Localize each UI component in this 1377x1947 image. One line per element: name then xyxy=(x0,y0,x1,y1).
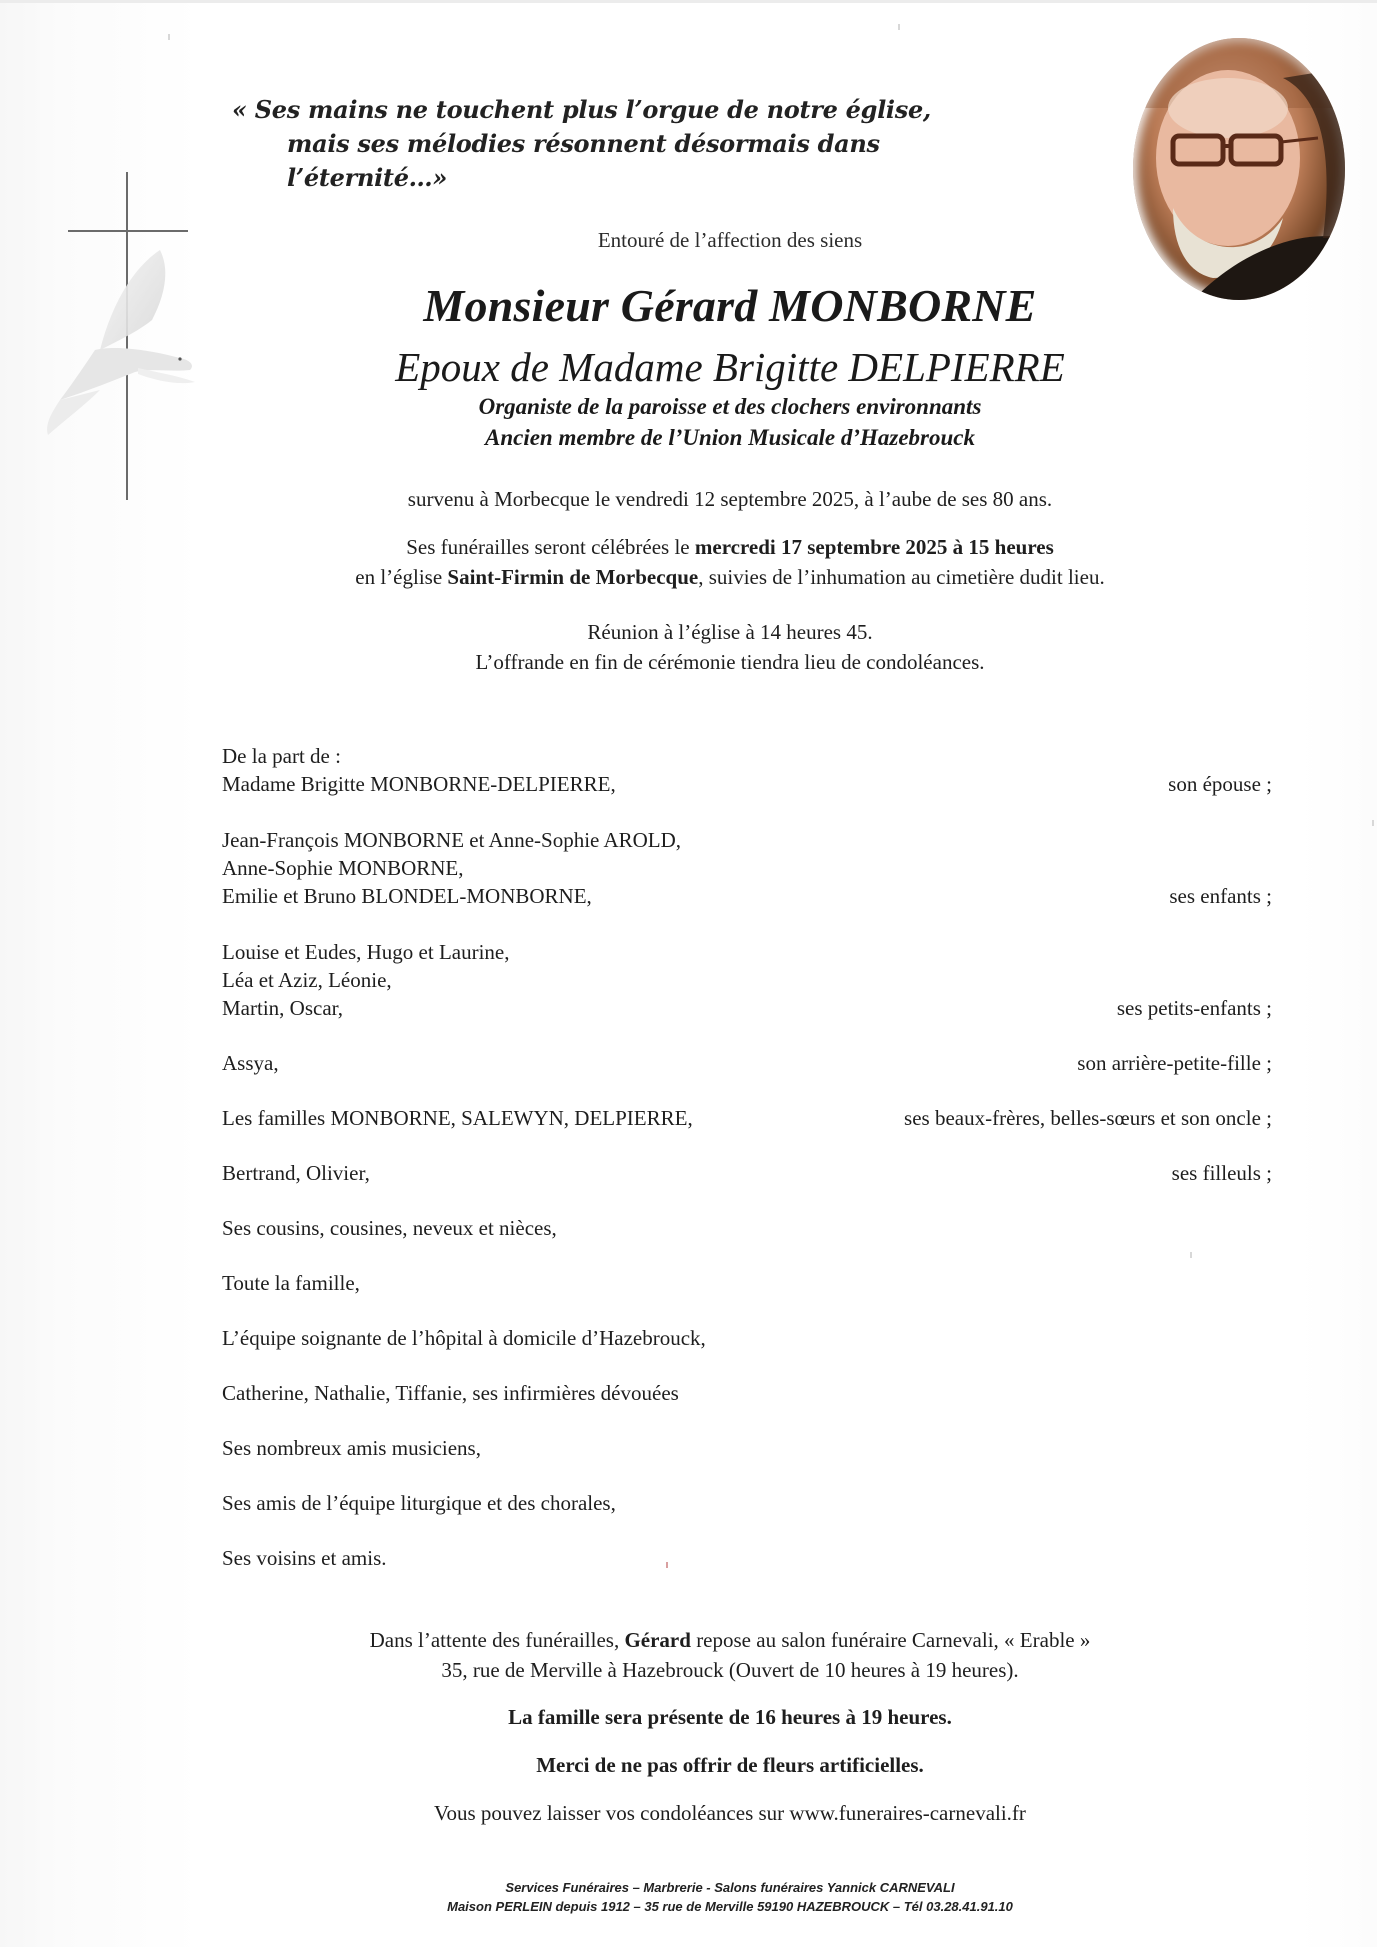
family-row xyxy=(222,1216,1272,1246)
family-name: Martin, Oscar, xyxy=(222,996,344,1020)
church-prefix: en l’église xyxy=(355,565,448,589)
scan-speck xyxy=(1190,1252,1192,1258)
surrounded-by-family-text: Entouré de l’affection des siens xyxy=(597,228,863,252)
family-name: Léa et Aziz, Léonie, xyxy=(222,968,392,992)
family-name: Jean-François MONBORNE et Anne-Sophie AROLD, xyxy=(222,828,682,852)
meeting-info xyxy=(290,617,1170,677)
family-name: Bertrand, Olivier, xyxy=(222,1161,370,1185)
family-row xyxy=(222,1161,1272,1191)
family-name: Toute la famille, xyxy=(222,1271,360,1295)
family-name: Louise et Eudes, Hugo et Laurine, xyxy=(222,940,510,964)
funeral-prefix: Ses funérailles seront célébrées le xyxy=(406,535,695,559)
footer-line-2: Maison PERLEIN depuis 1912 – 35 rue de Merville 59190 HAZEBROUCK – Tél 03.28.41.91.10 xyxy=(447,1899,1013,1914)
condolences-text: Vous pouvez laisser vos condoléances sur www.funeraires-carnevali.fr xyxy=(434,1801,1026,1825)
family-name: Madame Brigitte MONBORNE-DELPIERRE, xyxy=(222,772,616,796)
family-row xyxy=(222,996,1272,1026)
family-name: Assya, xyxy=(222,1051,279,1075)
condolences-link-text xyxy=(290,1801,1170,1826)
deceased-name: Monsieur Gérard MONBORNE xyxy=(423,280,1037,331)
family-name: Ses cousins, cousines, neveux et nièces, xyxy=(222,1216,557,1240)
family-name: Anne-Sophie MONBORNE, xyxy=(222,856,464,880)
family-row xyxy=(222,1546,1272,1576)
church-name: Saint-Firmin de Morbecque xyxy=(447,565,699,589)
quote-line-2: mais ses mélodies résonnent désormais dans l’éternité…» xyxy=(287,129,880,192)
funeral-details xyxy=(250,532,1210,592)
portrait-photo xyxy=(1133,38,1345,300)
family-relation: ses enfants ; xyxy=(1169,884,1272,908)
page-top-edge xyxy=(0,0,1377,3)
funeral-home-footer xyxy=(290,1878,1170,1916)
family-relation: ses filleuls ; xyxy=(1171,1161,1272,1185)
offering-note: L’offrande en fin de cérémonie tiendra lieu de condoléances. xyxy=(475,650,985,674)
family-row xyxy=(222,968,1272,998)
family-row xyxy=(222,1326,1272,1356)
scan-speck xyxy=(666,1562,668,1568)
family-intro-row xyxy=(222,744,1272,774)
footer-line-1: Services Funéraires – Marbrerie - Salons funéraires Yannick CARNEVALI xyxy=(505,1880,955,1895)
visitation-prefix: Dans l’attente des funérailles, xyxy=(369,1628,625,1652)
visitation-address: 35, rue de Merville à Hazebrouck (Ouvert de 10 heures à 19 heures). xyxy=(441,1658,1019,1682)
family-row xyxy=(222,772,1272,802)
family-row xyxy=(222,1271,1272,1301)
family-presence: La famille sera présente de 16 heures à 19 heures. xyxy=(508,1705,952,1729)
funeral-date: mercredi 17 septembre 2025 à 15 heures xyxy=(694,535,1054,559)
family-name: Emilie et Bruno BLONDEL-MONBORNE, xyxy=(222,884,592,908)
visitation-suffix: repose au salon funéraire Carnevali, « Erable » xyxy=(690,1628,1091,1652)
meeting-time: Réunion à l’église à 14 heures 45. xyxy=(587,620,873,644)
family-row xyxy=(222,1381,1272,1411)
spouse-line: Epoux de Madame Brigitte DELPIERRE xyxy=(395,344,1065,390)
epigraph-quote xyxy=(232,93,992,195)
family-row xyxy=(222,884,1272,914)
scan-speck xyxy=(1372,820,1374,826)
portrait-image xyxy=(1133,38,1345,300)
family-intro: De la part de : xyxy=(222,744,341,768)
family-name: L’équipe soignante de l’hôpital à domicile d’Hazebrouck, xyxy=(222,1326,706,1350)
family-row xyxy=(222,1106,1272,1136)
scan-speck xyxy=(898,24,900,30)
family-row xyxy=(222,1436,1272,1466)
no-artificial-flowers: Merci de ne pas offrir de fleurs artificielles. xyxy=(536,1753,924,1777)
church-suffix: , suivies de l’inhumation au cimetière dudit lieu. xyxy=(698,565,1105,589)
cross-icon-horizontal xyxy=(68,230,188,232)
family-relation: ses petits-enfants ; xyxy=(1116,996,1272,1020)
family-name: Ses amis de l’équipe liturgique et des chorales, xyxy=(222,1491,616,1515)
dove-icon xyxy=(40,240,200,440)
family-row xyxy=(222,828,1272,858)
family-name: Ses nombreux amis musiciens, xyxy=(222,1436,481,1460)
scan-speck xyxy=(168,34,170,40)
family-name: Catherine, Nathalie, Tiffanie, ses infirmières dévouées xyxy=(222,1381,679,1405)
role-musical-union: Ancien membre de l’Union Musicale d’Hazebrouck xyxy=(484,425,976,450)
family-relation: son arrière-petite-fille ; xyxy=(1077,1051,1272,1075)
family-row xyxy=(222,1051,1272,1081)
family-row xyxy=(222,1491,1272,1521)
family-row xyxy=(222,940,1272,970)
family-row xyxy=(222,856,1272,886)
quote-line-1: « Ses mains ne touchent plus l’orgue de notre église, xyxy=(232,95,931,124)
visitation-info xyxy=(250,1625,1210,1685)
death-announcement: survenu à Morbecque le vendredi 12 septembre 2025, à l’aube de ses 80 ans. xyxy=(407,487,1053,511)
family-relation: ses beaux-frères, belles-sœurs et son oncle ; xyxy=(904,1106,1272,1130)
visitation-name: Gérard xyxy=(624,1628,691,1652)
family-name: Ses voisins et amis. xyxy=(222,1546,387,1570)
role-organist: Organiste de la paroisse et des clochers environnants xyxy=(478,394,982,419)
family-name: Les familles MONBORNE, SALEWYN, DELPIERRE, xyxy=(222,1106,693,1130)
family-relation: son épouse ; xyxy=(1168,772,1272,796)
